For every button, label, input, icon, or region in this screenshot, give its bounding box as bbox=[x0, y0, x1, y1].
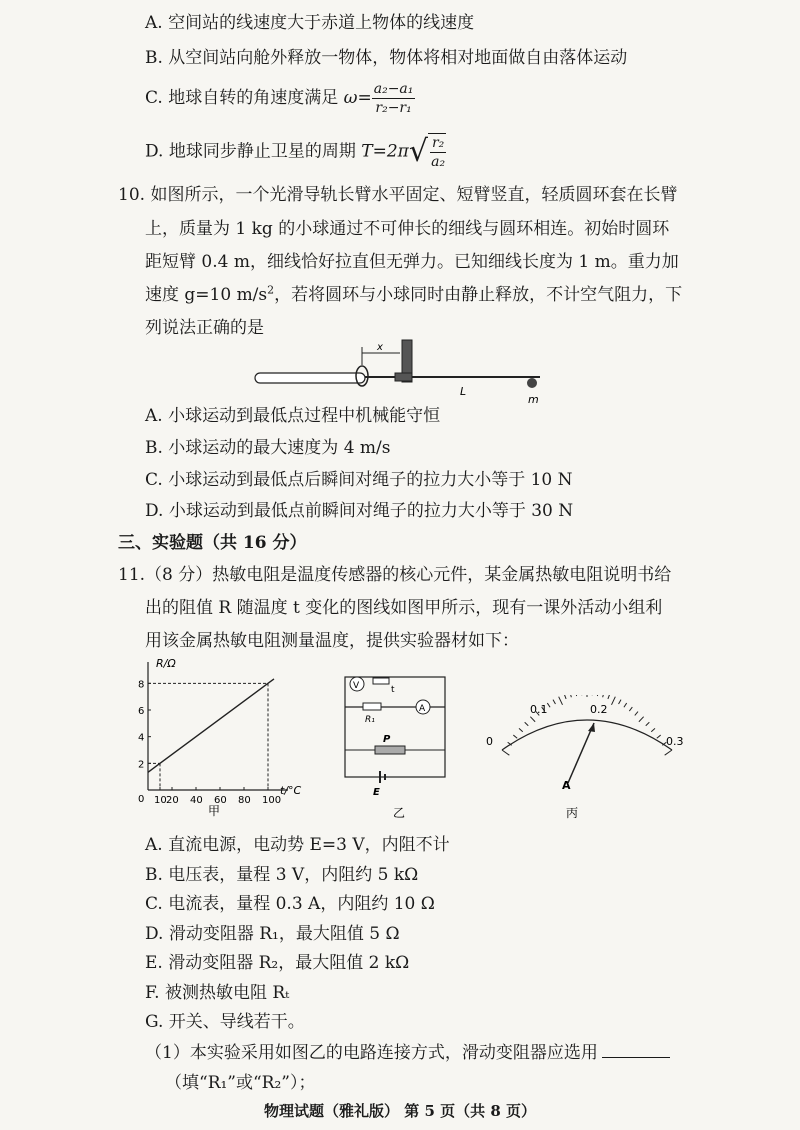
omega-fraction: $\frac{\text{a₂−a₁}}{\text{r₂−r₁}}$ bbox=[373, 81, 414, 116]
dial-tick bbox=[530, 717, 535, 722]
r-t-line bbox=[148, 679, 274, 772]
x-tick-label: 80 bbox=[238, 795, 251, 806]
dial-tick bbox=[635, 712, 638, 716]
x-tick-label: 60 bbox=[214, 795, 227, 806]
circuit-diagram bbox=[335, 662, 455, 822]
pointer-label: A bbox=[562, 779, 571, 792]
q11-line-2: 出的阻值 R 随温度 t 变化的图线如图甲所示，现有一课外活动小组利 bbox=[145, 598, 663, 618]
q11-option-d: D. 滑动变阻器 R₁，最大阻值 5 Ω bbox=[145, 924, 400, 944]
dial-tick bbox=[646, 722, 650, 725]
q11-option-a: A. 直流电源，电动势 E=3 V，内阻不计 bbox=[145, 835, 450, 855]
answer-blank[interactable] bbox=[602, 1057, 670, 1058]
x-tick-label: 40 bbox=[190, 795, 203, 806]
x-tick-label: 100 bbox=[262, 795, 282, 806]
dial-tick bbox=[597, 695, 598, 696]
q11-option-e: E. 滑动变阻器 R₂，最大阻值 2 kΩ bbox=[145, 953, 410, 973]
label-x: x bbox=[377, 342, 383, 353]
thermistor-label: t bbox=[391, 685, 395, 695]
dial-tick bbox=[629, 707, 632, 711]
q10-line-4: 速度 g=10 $m/s^2$，若将圆环与小球同时由静止释放，不计空气阻力，下 bbox=[145, 283, 683, 305]
q10-option-b: B. 小球运动的最大速度为 4 m/s bbox=[145, 438, 391, 458]
dial-tick bbox=[619, 700, 621, 704]
x-tick-label: 10 bbox=[154, 795, 167, 806]
dial-tick bbox=[502, 750, 509, 755]
y-tick-label: 4 bbox=[138, 732, 145, 744]
dial-tick bbox=[525, 722, 529, 725]
dial-tick bbox=[553, 700, 555, 704]
dial-tick bbox=[651, 728, 655, 731]
q10-option-a: A. 小球运动到最低点过程中机械能守恒 bbox=[145, 406, 441, 426]
section-heading: 三、实验题（共 16 分） bbox=[118, 533, 307, 553]
q9-option-b: B. 从空间站向舱外释放一物体，物体将相对地面做自由落体运动 bbox=[145, 48, 628, 68]
ammeter-label: A bbox=[419, 704, 426, 714]
q11-subquestion-1: （1）本实验采用如图乙的电路连接方式，滑动变阻器应选用 bbox=[145, 1038, 670, 1063]
dial-tick bbox=[570, 695, 571, 697]
dial-tick bbox=[547, 703, 550, 707]
dial-tick bbox=[513, 735, 517, 738]
q11-option-b: B. 电压表，量程 3 V，内阻约 5 kΩ bbox=[145, 865, 419, 885]
dial-tick bbox=[576, 695, 577, 696]
y-tick-label: 2 bbox=[138, 759, 145, 771]
origin-label: 0 bbox=[138, 794, 145, 805]
r1-label: R₁ bbox=[365, 715, 375, 725]
dial-tick bbox=[519, 728, 523, 731]
dial-tick bbox=[665, 750, 672, 755]
figure-label-yi: 乙 bbox=[393, 806, 406, 820]
q11-line-1: 11.（8 分）热敏电阻是温度传感器的核心元件，某金属热敏电阻说明书给 bbox=[118, 565, 672, 585]
period-sqrt: √ $\frac{\text{r₂}}{\text{a₂}}$ bbox=[408, 134, 446, 170]
q10-line-1: 10. 如图所示，一个光滑导轨长臂水平固定、短臂竖直，轻质圆环套在长臂 bbox=[118, 185, 678, 205]
ball bbox=[527, 378, 537, 388]
dial-tick bbox=[657, 735, 661, 738]
dial-tick bbox=[564, 695, 566, 699]
dial-label-0-1: 0.1 bbox=[530, 703, 548, 716]
rail-figure bbox=[250, 335, 550, 405]
r1-symbol bbox=[363, 703, 381, 710]
dial-tick bbox=[639, 717, 644, 722]
q11-subquestion-1-hint: （填“R₁”或“R₂”）； bbox=[165, 1073, 316, 1093]
battery-label: E bbox=[373, 787, 380, 798]
label-L: L bbox=[460, 385, 467, 398]
x-tick-label: 20 bbox=[166, 795, 179, 806]
q11-option-g: G. 开关、导线若干。 bbox=[145, 1012, 305, 1032]
rheostat-symbol bbox=[375, 746, 405, 754]
q10-option-d: D. 小球运动到最低点前瞬间对绳子的拉力大小等于 30 N bbox=[145, 501, 574, 521]
dial-tick bbox=[624, 703, 627, 707]
q11-option-f: F. 被测热敏电阻 Rₜ bbox=[145, 983, 290, 1003]
thermistor-symbol bbox=[373, 678, 389, 684]
q11-option-c: C. 电流表，量程 0.3 A，内阻约 10 Ω bbox=[145, 894, 435, 914]
q9-option-a: A. 空间站的线速度大于赤道上物体的线速度 bbox=[145, 13, 475, 33]
r-t-graph bbox=[120, 655, 320, 820]
q10-line-3: 距短臂 0.4 m，细线恰好拉直但无弹力。已知细线长度为 1 m。重力加 bbox=[145, 252, 679, 272]
page-footer: 物理试题（雅礼版） 第 5 页（共 8 页） bbox=[264, 1102, 536, 1120]
voltmeter-label: V bbox=[353, 681, 360, 691]
q9-option-c: C. 地球自转的角速度满足 ω= $\frac{\text{a₂−a₁}}{\text{r₂−r₁}}$ bbox=[145, 81, 414, 116]
q11-line-3: 用该金属热敏电阻测量温度，提供实验器材如下： bbox=[145, 631, 519, 651]
ammeter-dial bbox=[482, 695, 692, 820]
dial-label-0: 0 bbox=[486, 735, 493, 748]
q10-line-5: 列说法正确的是 bbox=[145, 318, 264, 338]
dial-tick bbox=[559, 697, 563, 705]
dial-tick bbox=[603, 695, 604, 697]
q10-line-2: 上，质量为 1 kg 的小球通过不可伸长的细线与圆环相连。初始时圆环 bbox=[145, 219, 670, 239]
graph-y-label: R/Ω bbox=[156, 657, 176, 670]
q10-option-c: C. 小球运动到最低点后瞬间对绳子的拉力大小等于 10 N bbox=[145, 470, 573, 490]
q9-option-d: D. 地球同步静止卫星的周期 T=2π √ $\frac{\text{r₂}}{\text{a₂}}$ bbox=[145, 134, 446, 170]
dial-label-0-2: 0.2 bbox=[590, 703, 608, 716]
figure-label-jia: 甲 bbox=[208, 804, 221, 818]
dial-pointer bbox=[568, 723, 594, 783]
label-m: m bbox=[528, 393, 539, 405]
slider-label: P bbox=[383, 734, 391, 745]
figure-label-bing: 丙 bbox=[566, 806, 579, 820]
y-tick-label: 6 bbox=[138, 706, 145, 717]
graph-x-label: t/°C bbox=[280, 784, 302, 797]
y-tick-label: 8 bbox=[138, 679, 145, 691]
dial-label-0-3: 0.3 bbox=[666, 735, 684, 748]
dial-tick bbox=[612, 697, 616, 705]
dial-tick bbox=[608, 695, 610, 699]
